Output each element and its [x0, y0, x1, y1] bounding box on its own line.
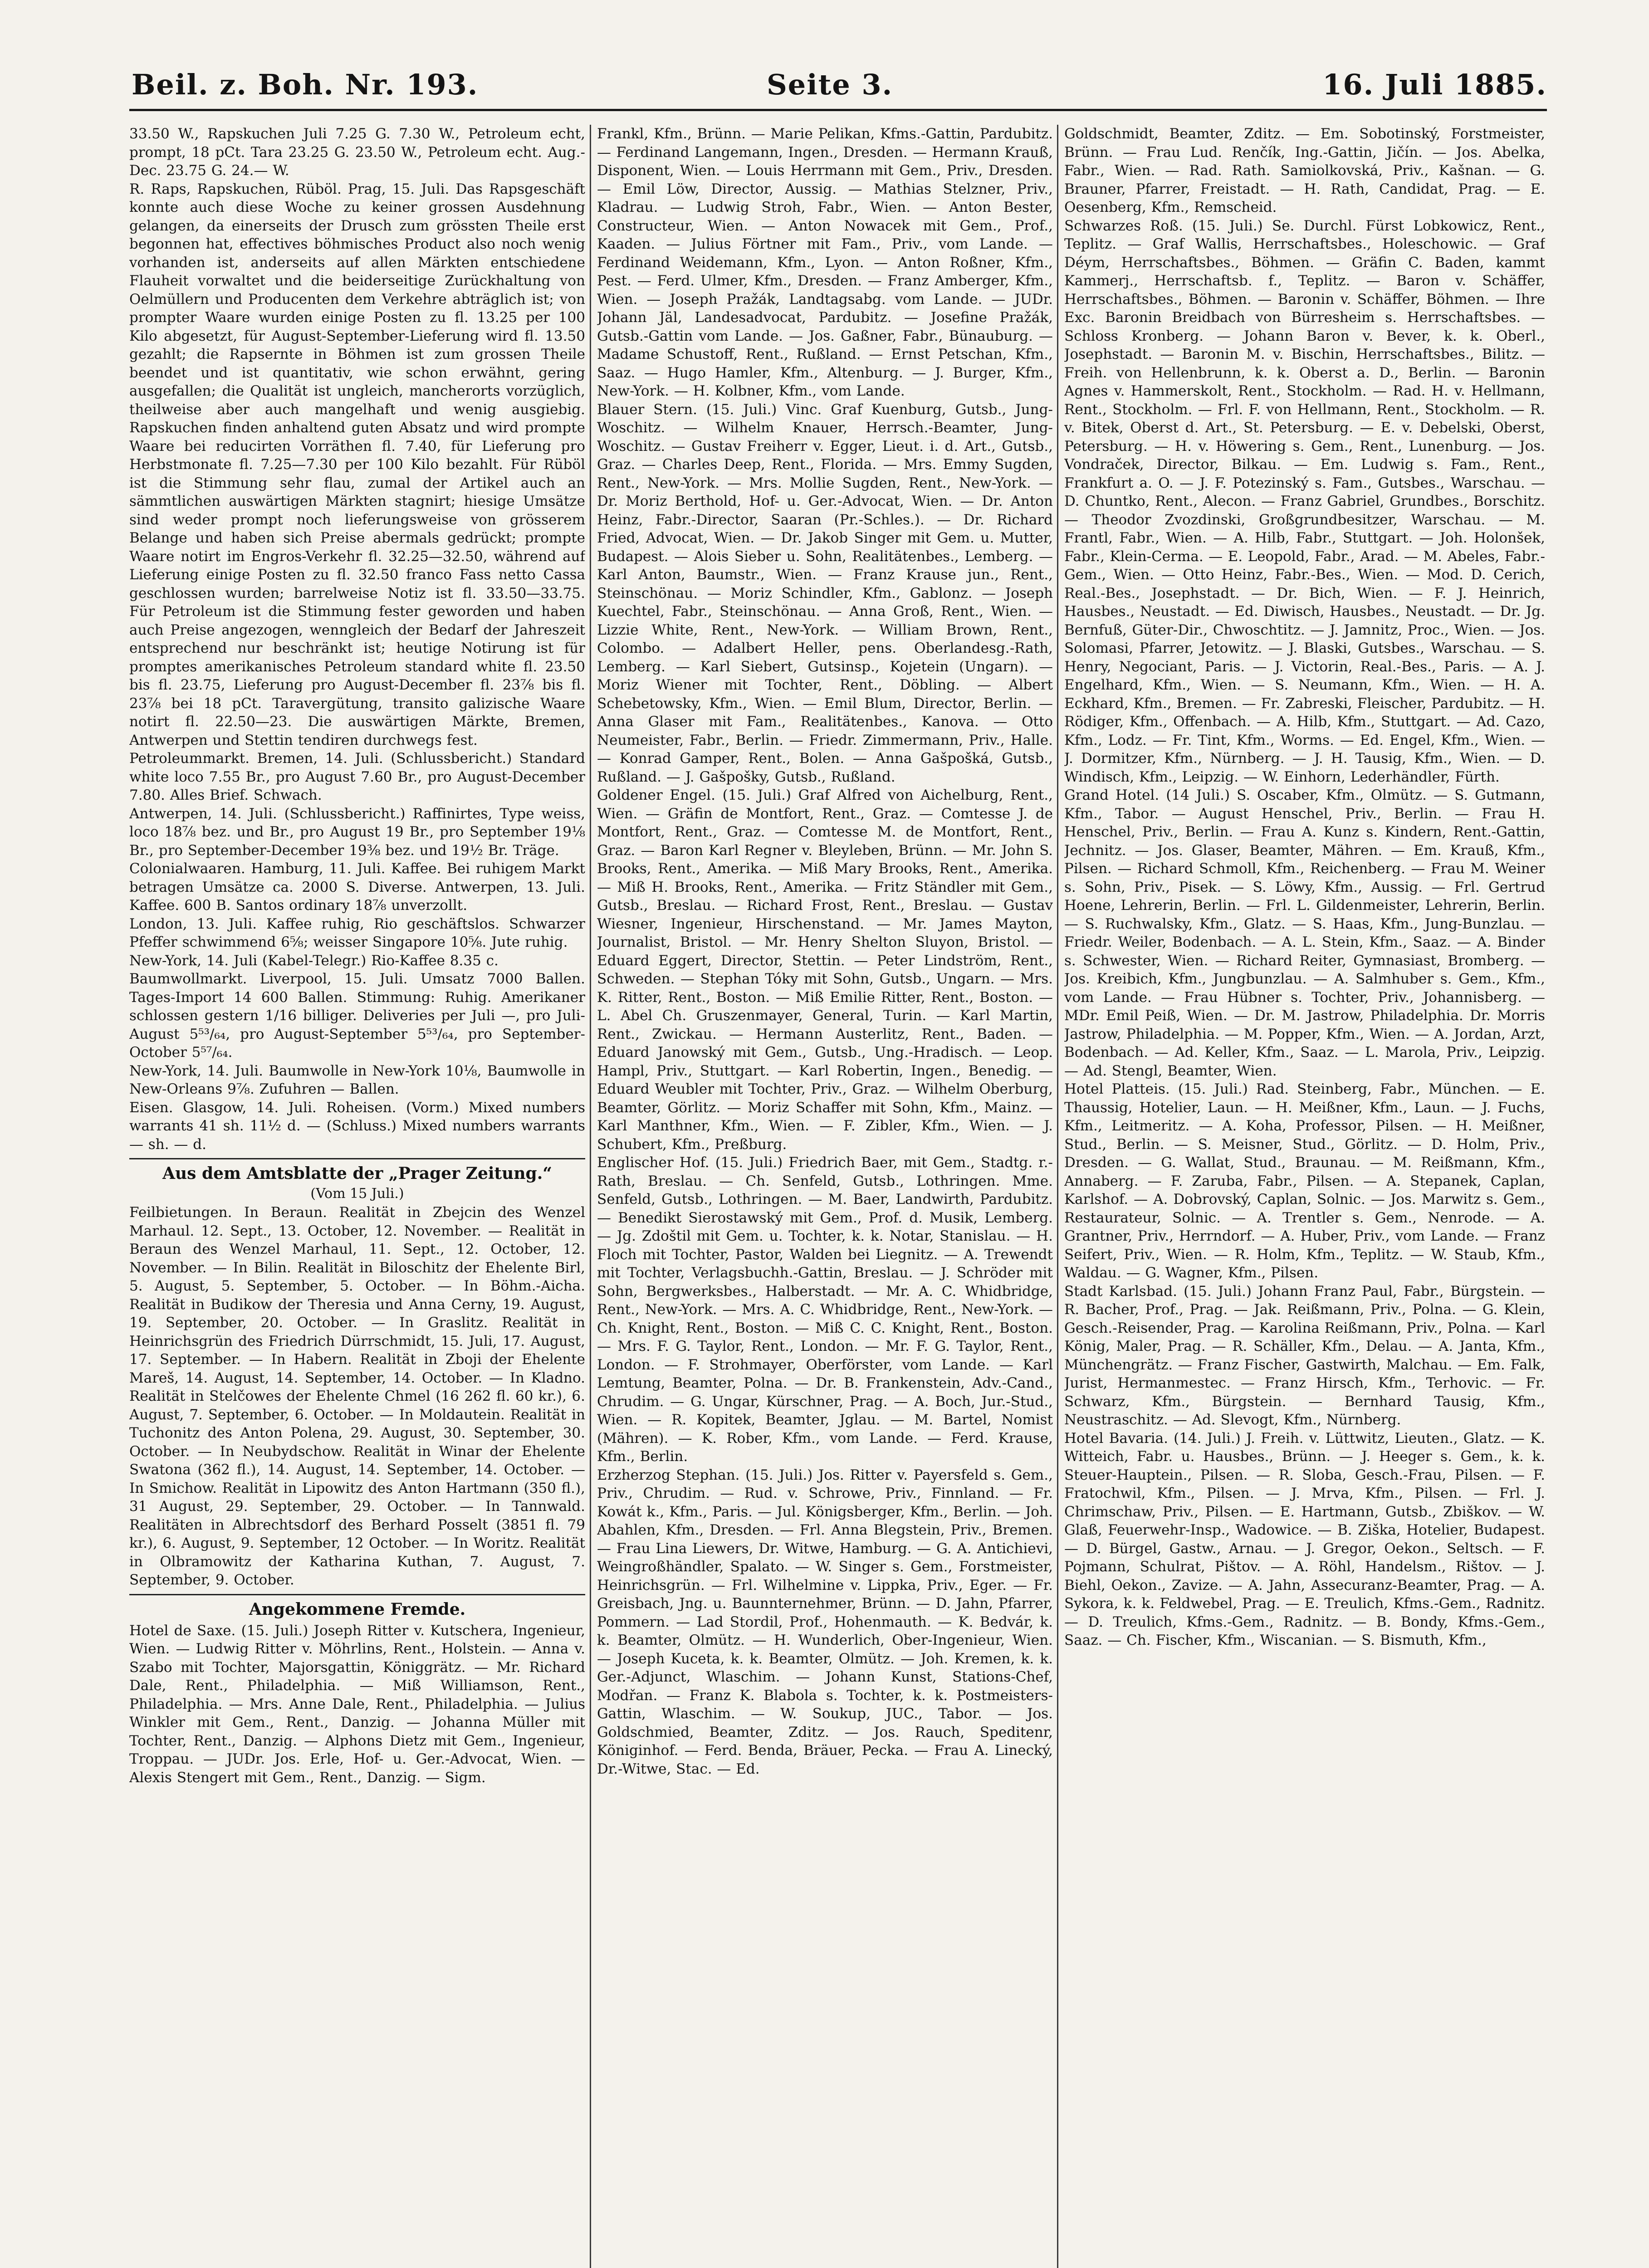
column-middle: [597, 125, 1053, 2268]
article-paragraph: Goldschmidt, Beamter, Zditz. — Em. Sobotinský, Forstmeister, Brünn. — Frau Lud. Renčík, Ing.-Gattin, Jičín. — Jos. Abelka, Fabr., Wien. — Rad. Rath. Samiolkovská, Priv., Kašnan. — G. Brauner, Pfarrer, Freistadt. — H. Rath, Candidat, Prag. — E. Oesenberg, Kfm., Remscheid.: [1064, 126, 1545, 215]
article-paragraph: Englischer Hof. (15. Juli.) Friedrich Baer, mit Gem., Stadtg. r.-Rath, Breslau. — Ch. Senfeld, Gutsb., Lothringen. Mme. Senfeld, Gutsb., Lothringen. — M. Baer, Landwirth, Pardubitz. — Benedikt Sierostawský mit Gem., Prof. d. Musik, Lemberg. — Jg. Zdoštil mit Gem. u. Tochter, k. k. Notar, Stanislau. — H. Floch mit Tochter, Pastor, Walden bei Liegnitz. — A. Trewendt mit Tochter, Verlagsbuchh.-Gattin, Breslau. — J. Schröder mit Sohn, Bergwerksbes., Halberstadt. — Mr. A. C. Whidbridge, Rent., New-York. — Mrs. A. C. Whidbridge, Rent., New-York. — Ch. Knight, Rent., Boston. — Miß C. C. Knight, Rent., Boston. — Mrs. F. G. Taylor, Rent., London. — Mr. F. G. Taylor, Rent., London. — F. Strohmayer, Oberförster, vom Lande. — Karl Lemtung, Beamter, Polna. — Dr. B. Frankenstein, Adv.-Cand., Chrudim. — G. Ungar, Kürschner, Prag. — A. Boch, Jur.-Stud., Wien. — R. Kopitek, Beamter, Jglau. — M. Bartel, Nomist (Mähren). — K. Rober, Kfm., vom Lande. — Ferd. Krause, Kfm., Berlin.: [597, 1154, 1053, 1465]
article-paragraph: Baumwollmarkt. Liverpool, 15. Juli. Umsatz 7000 Ballen. Tages-Import 14 600 Ballen. Stimmung: Ruhig. Amerikaner schlossen gestern 1/16 billiger. Deliveries per Juli —, pro Juli-August 5⁵³/₆₄, pro August-September 5⁵³/₆₄, pro September-October 5⁵⁷/₆₄.: [129, 971, 585, 1061]
section-rule: [129, 1594, 585, 1595]
column-divider: [590, 125, 591, 2268]
column-right: [1064, 125, 1545, 2268]
article-paragraph: Hotel Platteis. (15. Juli.) Rad. Steinberg, Fabr., München. — E. Thaussig, Hotelier, Laun. — H. Meißner, Kfm., Laun. — J. Fuchs, Kfm., Leitmeritz. — A. Koha, Professor, Pilsen. — H. Meißner, Stud., Berlin. — S. Meisner, Stud., Görlitz. — D. Holm, Priv., Dresden. — G. Wallat, Stud., Braunau. — M. Reißmann, Kfm., Annaberg. — F. Zaruba, Fabr., Pilsen. — A. Stepanek, Caplan, Karlshof. — A. Dobrovský, Caplan, Solnic. — Jos. Marwitz s. Gem., Restaurateur, Solnic. — A. Trentler s. Gem., Nenrode. — A. Grantner, Priv., Herrndorf. — A. Huber, Priv., vom Lande. — Franz Seifert, Priv., Wien. — R. Holm, Kfm., Teplitz. — W. Staub, Kfm., Waldau. — G. Wagner, Kfm., Pilsen.: [1064, 1081, 1545, 1281]
article-paragraph: Antwerpen, 14. Juli. (Schlussbericht.) Raffinirtes, Type weiss, loco 18⅞ bez. und Br., pro August 19 Br., pro September 19⅛ Br., pro September-December 19⅜ bez. und 19½ Br. Träge.: [129, 805, 585, 859]
page-header: [132, 68, 1547, 113]
issue-date: 16. Juli 1885.: [1322, 68, 1547, 101]
article-paragraph: New-York, 14. Juli (Kabel-Telegr.) Rio-Kaffee 8.35 c.: [129, 952, 499, 969]
article-paragraph: R. Raps, Rapskuchen, Rüböl. Prag, 15. Juli. Das Rapsgeschäft konnte auch diese Woche zu keiner grossen Ausdehnung gelangen, da einerseits der Drusch zum grössten Theile erst begonnen hat, effectives böhmisches Product also noch wenig vorhanden ist, anderseits auf allen Märkten entschiedene Flauheit vorwaltet und die beiderseitige Zurückhaltung von Oelmüllern und Producenten dem Verkehre abträglich ist; von prompter Waare wurden einige Posten zu fl. 13.25 per 100 Kilo abgesetzt, für August-September-Lieferung wird fl. 13.50 gezahlt; die Rapsernte in Böhmen ist zum grossen Theile beendet und ist quantitativ, wie schon erwähnt, gering ausgefallen; die Qualität ist ungleich, mancherorts vorzüglich, theilweise aber auch mangelhaft und wenig ausgiebig. Rapskuchen finden anhaltend guten Absatz und wird prompte Waare bei reducirten Vorräthen fl. 7.40, für Lieferung pro Herbstmonate fl. 7.25—7.30 per 100 Kilo bezahlt. Für Rüböl ist die Stimmung sehr flau, zumal der Artikel auch an sämmtlichen auswärtigen Märkten stagnirt; hiesige Umsätze sind weder prompt noch lieferungsweise von grösserem Belange und haben sich Preise abermals gedrückt; prompte Waare notirt im Engros-Verkehr fl. 32.25—32.50, während auf Lieferung einige Posten zu fl. 32.50 franco Fass netto Cassa geschlossen wurden; barrelweise Notiz ist fl. 33.50—33.75. Für Petroleum ist die Stimmung fester geworden und haben auch Preise angezogen, wenngleich der Bedarf der Jahreszeit entsprechend nur beschränkt ist; heutige Notirung ist für promptes amerikanisches Petroleum standard white fl. 23.50 bis fl. 23.75, Lieferung pro August-December fl. 23⅞ bis fl. 23⅞ bei 18 pCt. Taravergütung, transito galizische Waare notirt fl. 22.50—23. Die auswärtigen Märkte, Bremen, Antwerpen und Stettin tendiren durchwegs fest.: [129, 181, 585, 748]
article-paragraph: 33.50 W., Rapskuchen Juli 7.25 G. 7.30 W., Petroleum echt, prompt, 18 pCt. Tara 23.25 G. 23.50 W., Petroleum echt. Aug.-Dec. 23.75 G. 24.— W.: [129, 126, 585, 179]
article-paragraph: Feilbietungen. In Beraun. Realität in Zbejcin des Wenzel Marhaul. 12. Sept., 13. October, 12. November. — Realität in Beraun des Wenzel Marhaul, 11. Sept., 12. October, 12. November. — In Bilin. Realität in Biloschitz der Ehelente Birl, 5. August, 5. September, 5. October. — In Böhm.-Aicha. Realität in Budikow der Theresia und Anna Cerny, 19. August, 19. September, 20. October. — In Graslitz. Realität in Heinrichsgrün des Friedrich Dürrschmidt, 15. Juli, 17. August, 17. September. — In Habern. Realität in Zboji der Ehelente Mareš, 14. August, 14. September, 14. October. — In Kladno. Realität in Stelčowes der Ehelente Chmel (16 262 fl. 60 kr.), 6. August, 7. September, 6. October. — In Moldautein. Realität in Tuchonitz des Anton Polena, 29. August, 30. September, 30. October. — In Neubydschow. Realität in Winar der Ehelente Swatona (362 fl.), 14. August, 14. September, 14. October. — In Smichow. Realität in Lipowitz des Anton Hartmann (350 fl.), 31 August, 29. September, 29. October. — In Tannwald. Realitäten in Albrechtsdorf des Berhard Posselt (3851 fl. 79 kr.), 6. August, 9. September, 12 October. — In Woritz. Realität in Olbramowitz der Katharina Kuthan, 7. August, 7. September, 9. October.: [129, 1204, 585, 1588]
section-dateline: (Vom 15 Juli.): [310, 1186, 404, 1202]
article-paragraph: Hotel de Saxe. (15. Juli.) Joseph Ritter v. Kutschera, Ingenieur, Wien. — Ludwig Ritter v. Möhrlins, Rent., Holstein. — Anna v. Szabo mit Tochter, Majorsgattin, Königgrätz. — Mr. Richard Dale, Rent., Philadelphia. — Miß Williamson, Rent., Philadelphia. — Mrs. Anne Dale, Rent., Philadelphia. — Julius Winkler mit Gem., Rent., Danzig. — Johanna Müller mit Tochter, Rent., Danzig. — Alphons Dietz mit Gem., Ingenieur, Troppau. — JUDr. Jos. Erle, Hof- u. Ger.-Advocat, Wien. — Alexis Stengert mit Gem., Rent., Danzig. — Sigm.: [129, 1622, 585, 1786]
article-paragraph: London, 13. Juli. Kaffee ruhig, Rio geschäftslos. Schwarzer Pfeffer schwimmend 6⅝; weisser Singapore 10⅝. Jute ruhig.: [129, 915, 585, 950]
article-paragraph: Stadt Karlsbad. (15. Juli.) Johann Franz Paul, Fabr., Bürgstein. — R. Bacher, Prof., Prag. — Jak. Reißmann, Priv., Polna. — G. Klein, Gesch.-Reisender, Prag. — Karolina Reißmann, Priv., Polna. — Karl König, Maler, Prag. — R. Schäller, Kfm., Delau. — A. Janta, Kfm., Münchengrätz. — Franz Fischer, Gastwirth, Malchau. — Em. Falk, Jurist, Hermanmestec. — Franz Hirsch, Kfm., Terhovic. — Fr. Schwarz, Kfm., Bürgstein. — Bernhard Tausig, Kfm., Neustraschitz. — Ad. Slevogt, Kfm., Nürnberg.: [1064, 1283, 1545, 1428]
column-left: [129, 125, 585, 2268]
column-divider: [1057, 125, 1058, 2268]
article-paragraph: Eisen. Glasgow, 14. Juli. Roheisen. (Vorm.) Mixed numbers warrants 41 sh. 11½ d. — (Schluss.) Mixed numbers warrants — sh. — d.: [129, 1099, 585, 1153]
section-heading: Aus dem Amtsblatte der „Prager Zeitung.“: [162, 1164, 552, 1183]
article-paragraph: New-York, 14. Juli. Baumwolle in New-York 10⅛, Baumwolle in New-Orleans 9⅞. Zufuhren — Ballen.: [129, 1062, 585, 1097]
header-rule: [129, 109, 1547, 111]
article-paragraph: Schwarzes Roß. (15. Juli.) Se. Durchl. Fürst Lobkowicz, Rent., Teplitz. — Graf Wallis, Herrschaftsbes., Holeschowic. — Graf Déym, Herrschaftsbes., Böhmen. — Gräfin C. Baden, kammt Kammerj., Herrschaftsb. f., Teplitz. — Baron v. Schäffer, Herrschaftsbes., Böhmen. — Baronin v. Schäffer, Böhmen. — Ihre Exc. Baronin Breidbach von Bürresheim s. Herrschaftsbes. — Schloss Kronberg. — Johann Baron v. Bever, k. k. Oberl., Josephstadt. — Baronin M. v. Bischin, Herrschaftsbes., Bilitz. — Freih. von Hellenbrunn, k. k. Oberst a. D., Berlin. — Baronin Agnes v. Hammerskolt, Rent., Stockholm. — Rad. H. v. Hellmann, Rent., Stockholm. — Frl. F. von Hellmann, Rent., Stockholm. — R. v. Bitek, Oberst d. Art., St. Petersburg. — E. v. Debelski, Oberst, Petersburg. — H. v. Höwering s. Gem., Rent., Lunenburg. — Jos. Vondraček, Director, Bilkau. — Em. Ludwig s. Fam., Rent., Frankfurt a. O. — J. F. Potezinský s. Fam., Gutsbes., Warschau. — D. Chuntko, Rent., Alecon. — Franz Gabriel, Grundbes., Borschitz. — Theodor Zvozdinski, Großgrundbesitzer, Warschau. — M. Frantl, Fabr., Wien. — A. Hilb, Fabr., Stuttgart. — Joh. Holonšek, Fabr., Klein-Cerma. — E. Leopold, Fabr., Arad. — M. Abeles, Fabr.-Gem., Wien. — Otto Heinz, Fabr.-Bes., Wien. — Mod. D. Cerich, Real.-Bes., Josephstadt. — Dr. Bich, Wien. — F. J. Heinrich, Hausbes., Neustadt. — Ed. Diwisch, Hausbes., Neustadt. — Dr. Jg. Bernfuß, Güter-Dir., Chwoschtitz. — J. Jamnitz, Proc., Wien. — Jos. Solomasi, Pfarrer, Jetowitz. — J. Blaski, Gutsbes., Warschau. — S. Henry, Negociant, Paris. — J. Victorin, Real.-Bes., Paris. — A. J. Engelhard, Kfm., Wien. — S. Neumann, Kfm., Wien. — H. A. Eckhard, Kfm., Bremen. — Fr. Zabreski, Fleischer, Pardubitz. — H. Rödiger, Kfm., Offenbach. — A. Hilb, Kfm., Stuttgart. — Ad. Cazo, Kfm., Lodz. — Fr. Tint, Kfm., Worms. — Ed. Engel, Kfm., Wien. — J. Dormitzer, Kfm., Nürnberg. — J. H. Tausig, Kfm., Wien. — D. Windisch, Kfm., Leipzig. — W. Einhorn, Lederhändler, Fürth.: [1064, 217, 1545, 785]
page-number: Seite 3.: [767, 68, 893, 101]
article-paragraph: Erzherzog Stephan. (15. Juli.) Jos. Ritter v. Payersfeld s. Gem., Priv., Chrudim. — Rud. v. Schrowe, Priv., Finnland. — Fr. Kowát k., Kfm., Paris. — Jul. Königsberger, Kfm., Berlin. — Joh. Abahlen, Kfm., Dresden. — Frl. Anna Blegstein, Priv., Bremen. — Frau Lina Liewers, Dr. Witwe, Hamburg. — G. A. Antichievi, Weingroßhändler, Spalato. — W. Singer s. Gem., Forstmeister, Heinrichsgrün. — Frl. Wilhelmine v. Lippka, Priv., Eger. — Fr. Greisbach, Jng. u. Baunnternehmer, Brünn. — D. Jahn, Pfarrer, Pommern. — Lad Stordil, Prof., Hohenmauth. — K. Bedvár, k. k. Beamter, Olmütz. — H. Wunderlich, Ober-Ingenieur, Wien. — Joseph Kuceta, k. k. Beamter, Olmütz. — Joh. Kremen, k. k. Ger.-Adjunct, Wlaschim. — Johann Kunst, Stations-Chef, Modřan. — Franz K. Blabola s. Tochter, k. k. Postmeisters-Gattin, Wlaschim. — W. Soukup, JUC., Tabor. — Jos. Goldschmied, Beamter, Zditz. — Jos. Rauch, Speditenr, Königinhof. — Ferd. Benda, Bräuer, Pecka. — Frau A. Linecký, Dr.-Witwe, Stac. — Ed.: [597, 1466, 1053, 1777]
section-rule: [129, 1158, 585, 1159]
article-paragraph: Hotel Bavaria. (14. Juli.) J. Freih. v. Lüttwitz, Lieuten., Glatz. — K. Witteich, Fabr. u. Hausbes., Brünn. — J. Heeger s. Gem., k. k. Steuer-Hauptein., Pilsen. — R. Sloba, Gesch.-Frau, Pilsen. — F. Fratochwil, Kfm., Pilsen. — J. Mrva, Kfm., Pilsen. — Frl. J. Chrimschaw, Priv., Pilsen. — E. Hartmann, Gutsb., Zbiškov. — W. Glaß, Feuerwehr-Insp., Wadowice. — B. Ziška, Hotelier, Budapest. — D. Bürgel, Gastw., Arnau. — J. Gregor, Oekon., Seltsch. — F. Pojmann, Schulrat, Pištov. — A. Röhl, Handelsm., Rištov. — J. Biehl, Oekon., Zavize. — A. Jahn, Assecuranz-Beamter, Prag. — A. Sykora, k. k. Feldwebel, Prag. — E. Treulich, Kfms.-Gem., Radnitz. — D. Treulich, Kfms.-Gem., Radnitz. — B. Bondy, Kfms.-Gem., Saaz. — Ch. Fischer, Kfm., Wiscanian. — S. Bismuth, Kfm.,: [1064, 1430, 1545, 1648]
article-paragraph: Blauer Stern. (15. Juli.) Vinc. Graf Kuenburg, Gutsb., Jung-Woschitz. — Wilhelm Knauer, Herrsch.-Beamter, Jung-Woschitz. — Gustav Freiherr v. Egger, Lieut. i. d. Art., Gutsb., Graz. — Charles Deep, Rent., Florida. — Mrs. Emmy Sugden, Rent., New-York. — Mrs. Mollie Sugden, Rent., New-York. — Dr. Moriz Berthold, Hof- u. Ger.-Advocat, Wien. — Dr. Anton Heinz, Fabr.-Director, Saaran (Pr.-Schles.). — Dr. Richard Fried, Advocat, Wien. — Dr. Jakob Singer mit Gem. u. Mutter, Budapest. — Alois Sieber u. Sohn, Realitätenbes., Lemberg. — Karl Anton, Baumstr., Wien. — Franz Krause jun., Rent., Steinschönau. — Moriz Schindler, Kfm., Gablonz. — Joseph Kuechtel, Fabr., Steinschönau. — Anna Groß, Rent., Wien. — Lizzie White, Rent., New-York. — William Brown, Rent., Colombo. — Adalbert Heller, pens. Oberlandesg.-Rath, Lemberg. — Karl Siebert, Gutsinsp., Kojetein (Ungarn). — Moriz Wiener mit Tochter, Rent., Döbling. — Albert Schebetowsky, Kfm., Wien. — Emil Blum, Director, Berlin. — Anna Glaser mit Fam., Realitätenbes., Kanova. — Otto Neumeister, Fabr., Berlin. — Friedr. Zimmermann, Priv., Halle. — Konrad Gamper, Rent., Bolen. — Anna Gašpošká, Gutsb., Rußland. — J. Gašpošky, Gutsb., Rußland.: [597, 401, 1053, 785]
section-heading: Angekommene Fremde.: [249, 1599, 466, 1619]
issue-label: Beil. z. Boh. Nr. 193.: [132, 68, 479, 101]
article-paragraph: Goldener Engel. (15. Juli.) Graf Alfred von Aichelburg, Rent., Wien. — Gräfin de Montfort, Rent., Graz. — Comtesse J. de Montfort, Rent., Graz. — Comtesse M. de Montfort, Rent., Graz. — Baron Karl Regner v. Bleyleben, Brünn. — Mr. John S. Brooks, Rent., Amerika. — Miß Mary Brooks, Rent., Amerika. — Miß H. Brooks, Rent., Amerika. — Fritz Ständler mit Gem., Gutsb., Breslau. — Richard Frost, Rent., Breslau. — Gustav Wiesner, Ingenieur, Hirschenstand. — Mr. James Mayton, Journalist, Bristol. — Mr. Henry Shelton Sluyon, Bristol. — Eduard Eggert, Director, Stettin. — Peter Lindström, Rent., Schweden. — Stephan Tóky mit Sohn, Gutsb., Ungarn. — Mrs. K. Ritter, Rent., Boston. — Miß Emilie Ritter, Rent., Boston. — L. Abel Ch. Gruszenmayer, General, Turin. — Karl Martin, Rent., Zwickau. — Hermann Austerlitz, Rent., Baden. — Eduard Janowský mit Gem., Gutsb., Ung.-Hradisch. — Leop. Hampl, Priv., Stuttgart. — Karl Robertin, Ingen., Benedig. — Eduard Weubler mit Tochter, Priv., Graz. — Wilhelm Oberburg, Beamter, Görlitz. — Moriz Schaffer mit Sohn, Kfm., Mainz. — Karl Manthner, Kfm., Wien. — F. Zibler, Kfm., Wien. — J. Schubert, Kfm., Preßburg.: [597, 787, 1053, 1153]
article-paragraph: Frankl, Kfm., Brünn. — Marie Pelikan, Kfms.-Gattin, Pardubitz. — Ferdinand Langemann, Ingen., Dresden. — Hermann Krauß, Disponent, Wien. — Louis Herrmann mit Gem., Priv., Dresden. — Emil Löw, Director, Aussig. — Mathias Stelzner, Priv., Kladrau. — Ludwig Stroh, Fabr., Wien. — Anton Bester, Constructeur, Wien. — Anton Nowacek mit Gem., Prof., Kaaden. — Julius Förtner mit Fam., Priv., vom Lande. — Ferdinand Weidemann, Kfm., Lyon. — Anton Roßner, Kfm., Pest. — Ferd. Ulmer, Kfm., Dresden. — Franz Amberger, Kfm., Wien. — Joseph Pražák, Landtagsabg. vom Lande. — JUDr. Johann Jäl, Landesadvocat, Pardubitz. — Josefine Pražák, Gutsb.-Gattin vom Lande. — Jos. Gaßner, Fabr., Bünauburg. — Madame Schustoff, Rent., Rußland. — Ernst Petschan, Kfm., Saaz. — Hugo Hamler, Kfm., Altenburg. — J. Burger, Kfm., New-York. — H. Kolbner, Kfm., vom Lande.: [597, 126, 1053, 399]
article-paragraph: Grand Hotel. (14 Juli.) S. Oscaber, Kfm., Olmütz. — S. Gutmann, Kfm., Tabor. — August Henschel, Priv., Berlin. — Frau H. Henschel, Priv., Berlin. — Frau A. Kunz s. Kindern, Rent.-Gattin, Jechnitz. — Jos. Glaser, Beamter, Mähren. — Em. Krauß, Kfm., Pilsen. — Richard Schmoll, Kfm., Reichenberg. — Frau M. Weiner s. Sohn, Priv., Pisek. — S. Löwy, Kfm., Aussig. — Frl. Gertrud Hoene, Lehrerin, Berlin. — Frl. L. Gildenmeister, Lehrerin, Berlin. — S. Ruchwalsky, Kfm., Glatz. — S. Haas, Kfm., Jung-Bunzlau. — Friedr. Weiler, Bodenbach. — A. L. Stein, Kfm., Saaz. — A. Binder s. Schwester, Wien. — Richard Reiter, Gymnasiast, Bromberg. — Jos. Kreibich, Kfm., Jungbunzlau. — A. Salmhuber s. Gem., Kfm., vom Lande. — Frau Hübner s. Tochter, Priv., Johannisberg. — MDr. Emil Peiß, Wien. — Dr. M. Jastrow, Philadelphia. Dr. Morris Jastrow, Philadelphia. — M. Popper, Kfm., Wien. — A. Jordan, Arzt, Bodenbach. — Ad. Keller, Kfm., Saaz. — L. Marola, Priv., Leipzig. — Ad. Stengl, Beamter, Wien.: [1064, 787, 1545, 1079]
article-paragraph: Petroleummarkt. Bremen, 14. Juli. (Schlussbericht.) Standard white loco 7.55 Br., pro August 7.60 Br., pro August-December 7.80. Alles Brief. Schwach.: [129, 750, 585, 803]
article-paragraph: Colonialwaaren. Hamburg, 11. Juli. Kaffee. Bei ruhigem Markt betragen Umsätze ca. 2000 S. Diverse. Antwerpen, 13. Juli. Kaffee. 600 B. Santos ordinary 18⅞ unverzollt.: [129, 860, 585, 914]
